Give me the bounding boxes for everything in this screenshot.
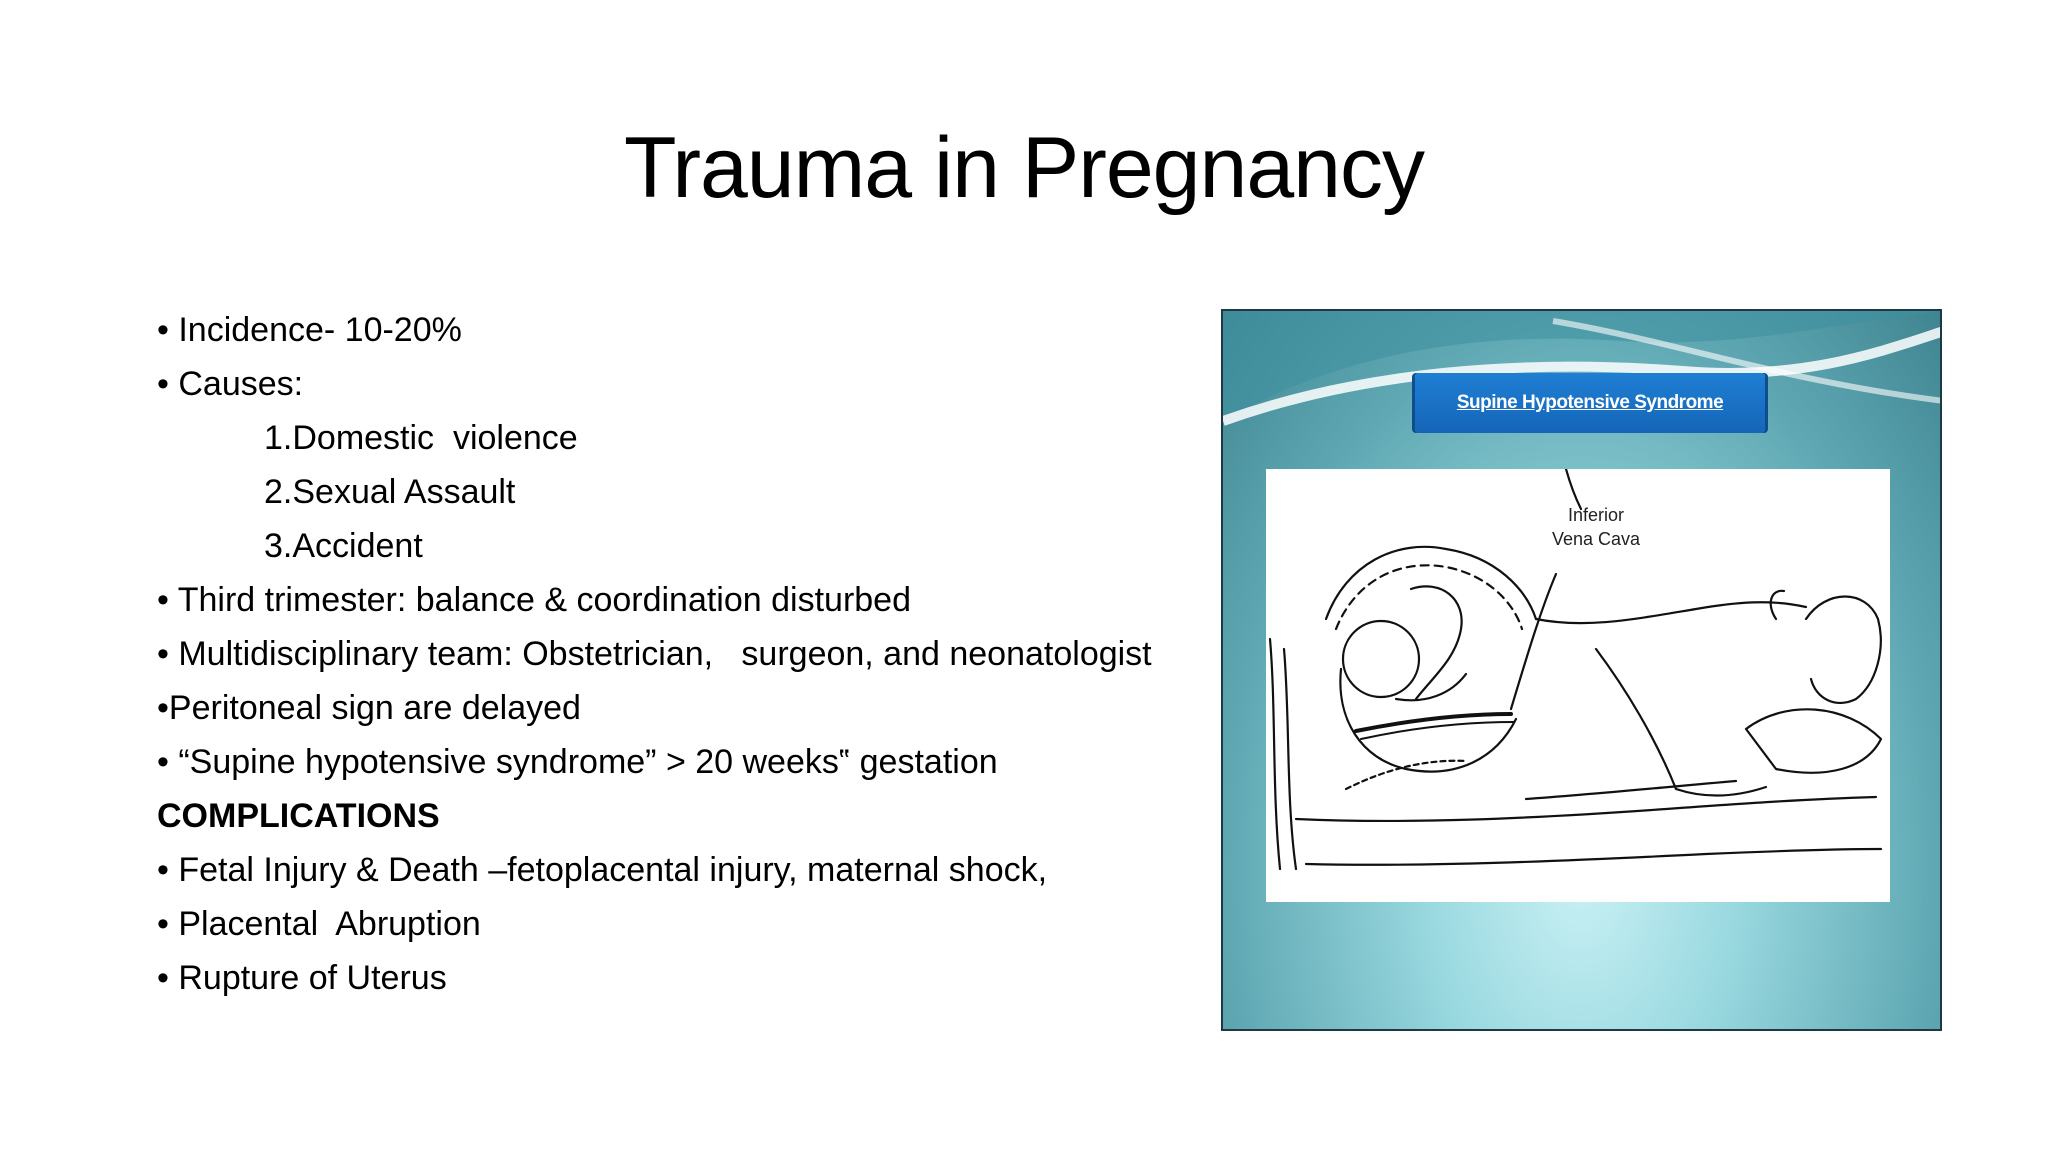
bullet-multidisciplinary: • Multidisciplinary team: Obstetrician, surgeon, and neonatologist xyxy=(157,635,1152,673)
bullet-causes: • Causes: xyxy=(157,365,304,403)
cause-item-1: 1.Domestic violence xyxy=(264,419,578,457)
bullet-fetal-injury: • Fetal Injury & Death –fetoplacental injury, maternal shock, xyxy=(157,851,1048,889)
bullet-incidence: • Incidence- 10-20% xyxy=(157,311,462,349)
slide-title: Trauma in Pregnancy xyxy=(624,120,1424,216)
complications-heading: COMPLICATIONS xyxy=(157,797,440,835)
bullet-placental: • Placental Abruption xyxy=(157,905,481,943)
figure-banner xyxy=(1415,373,1765,433)
cause-item-3: 3.Accident xyxy=(264,527,423,565)
figure-banner-label: Supine Hypotensive Syndrome xyxy=(1456,392,1724,413)
bullet-third-trimester: • Third trimester: balance & coordination disturbed xyxy=(157,581,911,619)
vena-cava-label: Inferior Vena Cava xyxy=(1551,505,1641,549)
bullet-supine: • “Supine hypotensive syndrome” > 20 weeks‟ gestation xyxy=(157,743,998,781)
supine-illustration xyxy=(1266,469,1890,902)
slide-body xyxy=(157,303,1237,1005)
supine-hypotensive-figure xyxy=(1221,309,1942,1031)
bullet-rupture: • Rupture of Uterus xyxy=(157,959,447,997)
bullet-peritoneal: •Peritoneal sign are delayed xyxy=(157,689,581,727)
cause-item-2: 2.Sexual Assault xyxy=(264,473,516,511)
